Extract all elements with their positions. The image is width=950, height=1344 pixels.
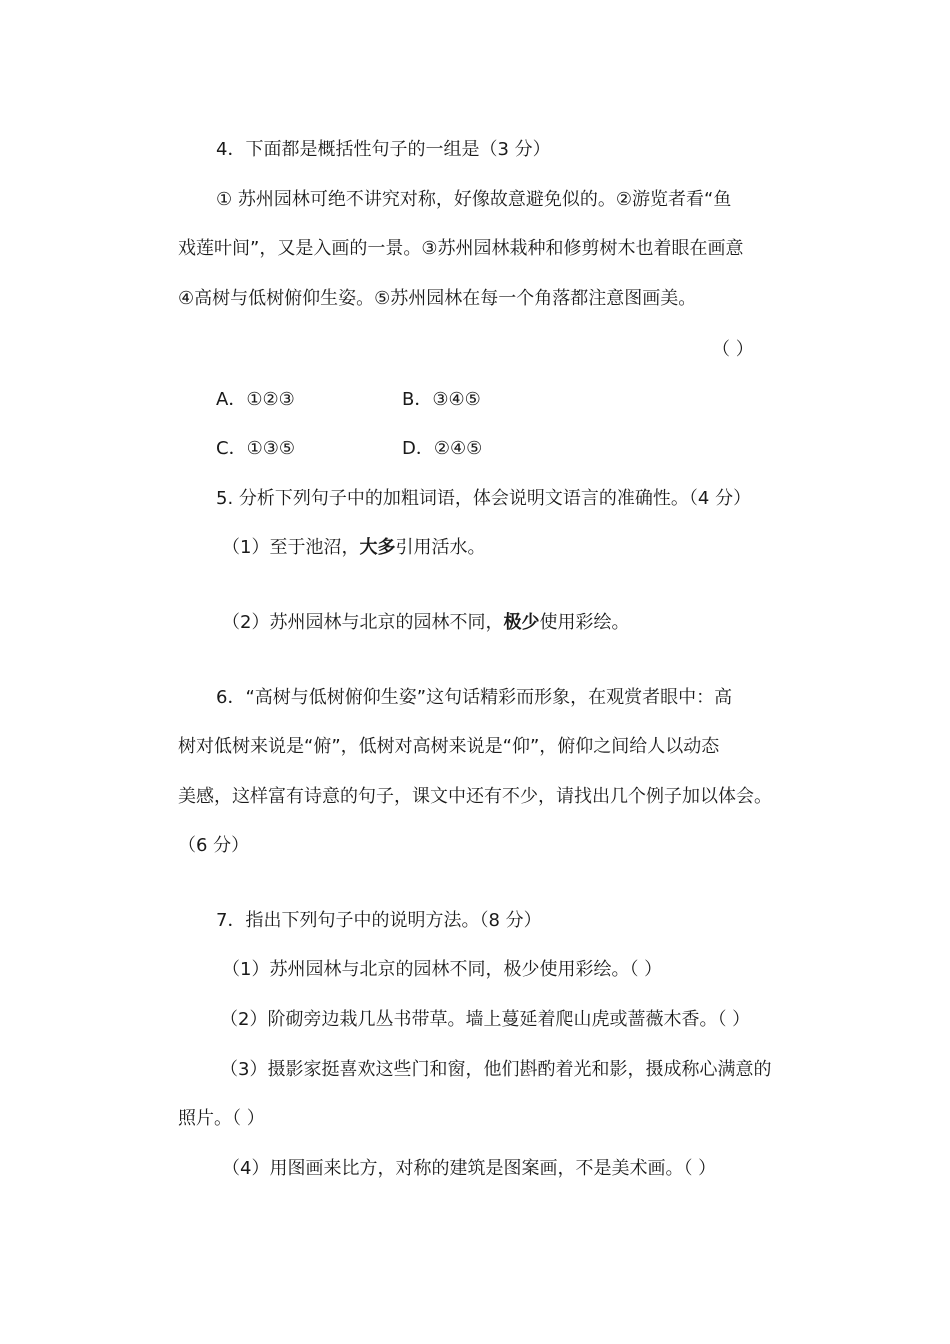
q4-option-c: C．①③⑤	[216, 438, 295, 459]
q5-sentence-2	[222, 611, 629, 635]
q4-paragraph-line-1: ① 苏州园林可绝不讲究对称，好像故意避免似的。②游览者看“鱼	[216, 189, 732, 210]
q6-line-3: 美感，这样富有诗意的句子，课文中还有不少，请找出几个例子加以体会。	[178, 786, 772, 807]
q4-answer-blank: （ ）	[712, 339, 754, 360]
q5-s1-bold-word: 大多	[359, 537, 396, 558]
q7-sentence-3-line-1: （3）摄影家挺喜欢这些门和窗，他们斟酌着光和影，摄成称心满意的	[220, 1059, 772, 1080]
q5-s2-prefix: （2）苏州园林与北京的园林不同，	[222, 612, 504, 633]
q5-s1-suffix: 引用活水。	[395, 537, 486, 558]
q5-stem: 5. 分析下列句子中的加粗词语，体会说明文语言的准确性。（4 分）	[216, 488, 752, 509]
q7-stem: 7．指出下列句子中的说明方法。（8 分）	[216, 910, 542, 931]
q6-line-1: 6．“高树与低树俯仰生姿”这句话精彩而形象，在观赏者眼中：高	[216, 687, 733, 708]
q5-s2-bold-word: 极少	[503, 612, 540, 633]
q7-sentence-4: （4）用图画来比方，对称的建筑是图案画，不是美术画。（ ）	[222, 1158, 717, 1179]
q4-option-d: D．②④⑤	[402, 438, 483, 459]
q6-line-4: （6 分）	[178, 835, 250, 856]
q4-option-a: A．①②③	[216, 389, 295, 410]
q6-line-2: 树对低树来说是“俯”，低树对高树来说是“仰”，俯仰之间给人以动态	[178, 736, 720, 757]
q4-paragraph-line-2: 戏莲叶间”，又是入画的一景。③苏州园林栽种和修剪树木也着眼在画意	[178, 238, 744, 259]
q7-sentence-1: （1）苏州园林与北京的园林不同，极少使用彩绘。（ ）	[222, 959, 663, 980]
q4-option-b: B．③④⑤	[402, 389, 481, 410]
q4-stem: 4．下面都是概括性句子的一组是（3 分）	[216, 139, 551, 160]
q5-sentence-1	[222, 536, 485, 560]
q7-sentence-3-line-2: 照片。（ ）	[178, 1108, 265, 1129]
q5-s2-suffix: 使用彩绘。	[539, 612, 630, 633]
q4-paragraph-line-3: ④高树与低树俯仰生姿。⑤苏州园林在每一个角落都注意图画美。	[178, 288, 697, 309]
q7-sentence-2: （2）阶砌旁边栽几丛书带草。墙上蔓延着爬山虎或蔷薇木香。（ ）	[220, 1009, 751, 1030]
q5-s1-prefix: （1）至于池沼，	[222, 537, 360, 558]
